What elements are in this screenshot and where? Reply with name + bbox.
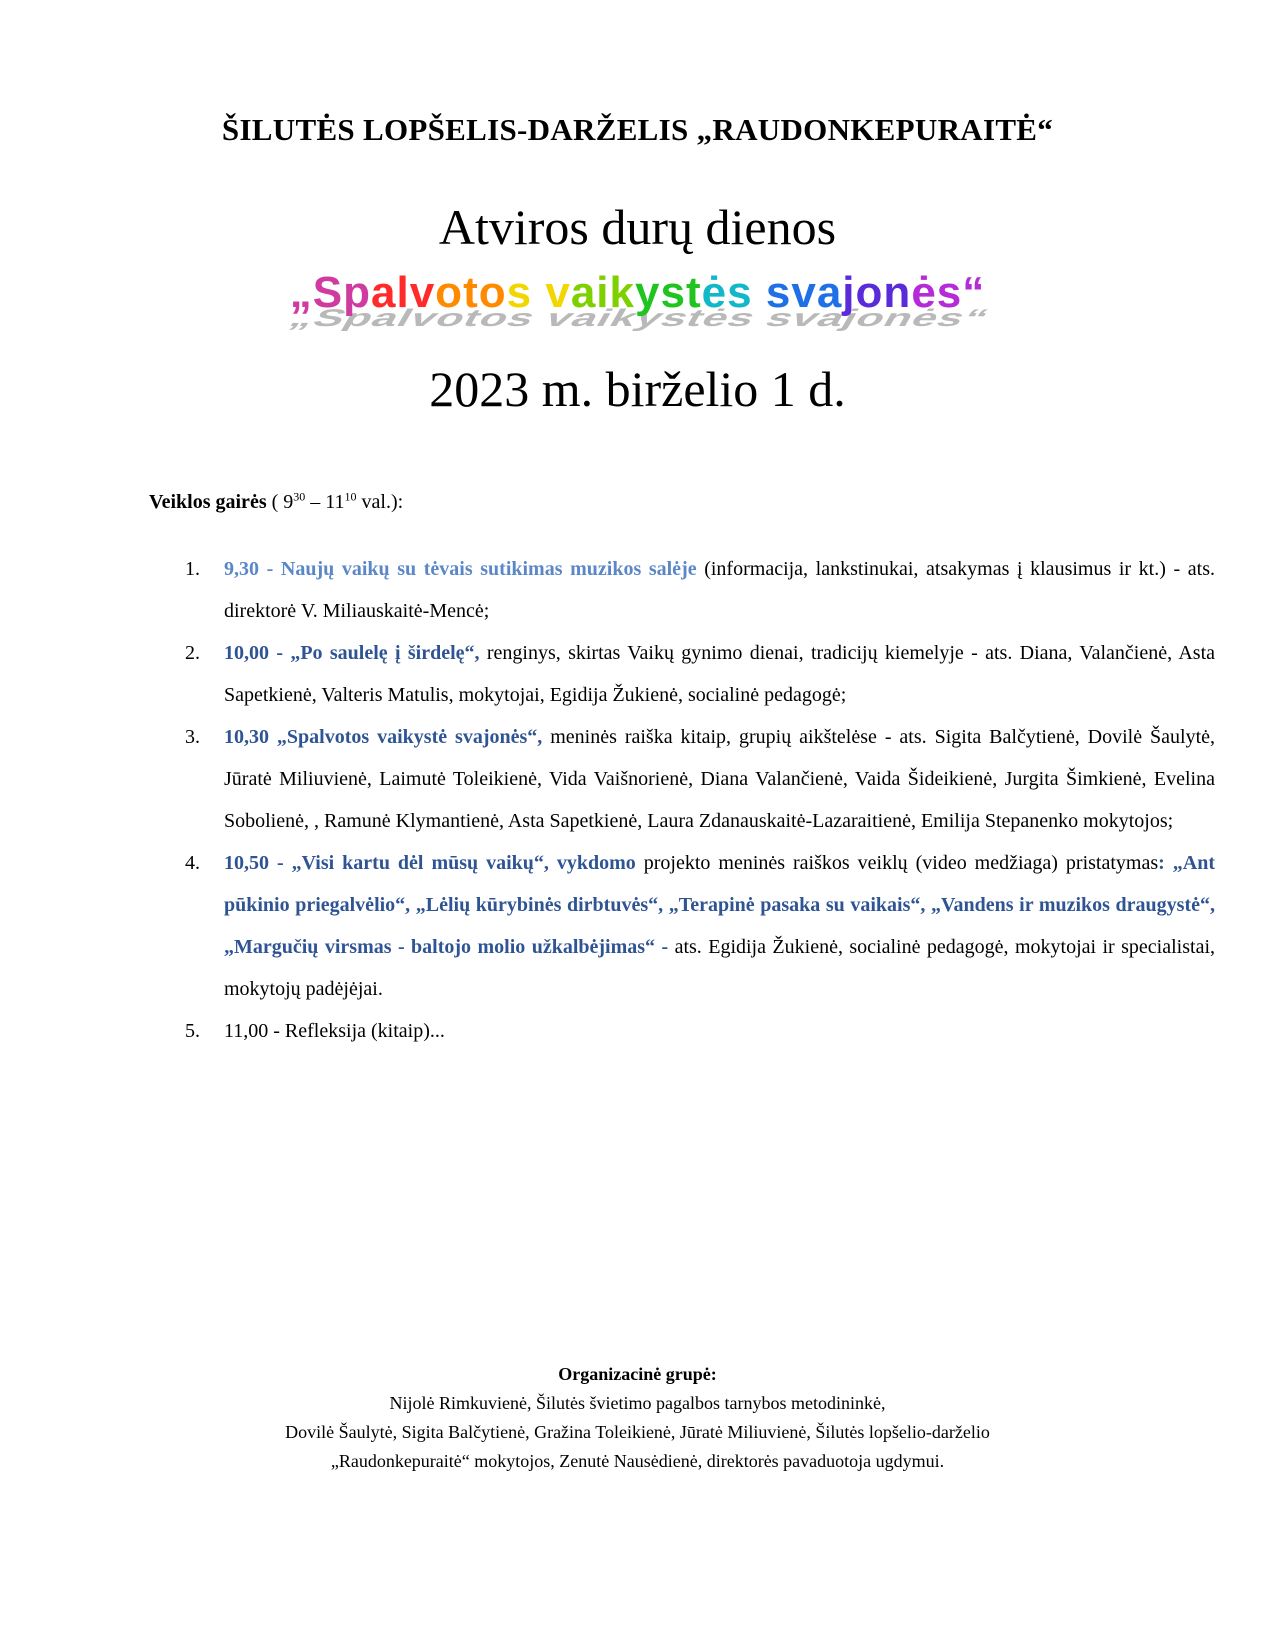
- agenda-item-text: meninės raiška kitaip, grupių aikštelėse - ats. Sigita Balčytienė, Dovilė Šaulytė, Jūratė Miliuvienė, Laimutė Toleikienė, Vida Vaišnorienė, Diana Valančienė, Vaida Šideikienė, Jurgita Šimkienė, Evelina Sobolienė, , Ramunė Klymantienė, Asta Sapetkienė, Laura Zdanauskaitė-Lazaraitienė, Emilija Stepanenko mokytojos;: [224, 726, 1215, 832]
- wordart-letter: s: [765, 268, 792, 317]
- wordart-letter: “: [962, 268, 986, 317]
- agenda-item: [185, 716, 1215, 842]
- wordart-rainbow-text: [290, 268, 986, 317]
- guidelines-time-mid: – 11: [305, 491, 345, 513]
- wordart-letter: v: [409, 268, 436, 317]
- wordart-letter: S: [312, 268, 344, 317]
- guidelines-time-open: ( 9: [266, 491, 294, 513]
- organizing-group-line: „Raudonkepuraitė“ mokytojos, Zenutė Nausėdienė, direktorės pavaduotoja ugdymui.: [330, 1451, 945, 1471]
- event-date: 2023 m. birželio 1 d.: [429, 361, 846, 417]
- wordart-text-container: [284, 268, 995, 332]
- guidelines-time-sup-start: 30: [293, 489, 306, 504]
- agenda-item-highlight: 10,50 - „Visi kartu dėl mūsų vaikų“, vykdomo: [224, 852, 636, 874]
- wordart-letter: s: [936, 268, 963, 317]
- agenda-item: [185, 1010, 1215, 1052]
- wordart-letter: a: [370, 268, 397, 317]
- wordart-letter: k: [609, 268, 636, 317]
- wordart-letter: t: [685, 268, 702, 317]
- wordart-letter: a: [816, 268, 843, 317]
- agenda-item: [185, 548, 1215, 632]
- agenda-item-number: 5.: [185, 1020, 200, 1042]
- agenda-item-text: renginys, skirtas Vaikų gynimo dienai, tradicijų kiemelyje - ats. Diana, Valančienė, Asta Sapetkienė, Valteris Matulis, mokytojai, Egidija Žukienė, socialinė pedagogė;: [224, 642, 1216, 706]
- wordart-letter: n: [883, 268, 912, 317]
- wordart-letter: s: [506, 268, 533, 317]
- wordart-letter: a: [570, 268, 597, 317]
- wordart-letter: i: [596, 268, 610, 317]
- wordart-letter: v: [791, 268, 817, 317]
- wordart-letter: t: [463, 268, 479, 317]
- guidelines-heading: [149, 491, 403, 514]
- wordart-theme-title: [0, 268, 1275, 340]
- wordart-letter: [532, 268, 545, 317]
- wordart-letter: l: [396, 268, 410, 317]
- wordart-letter: y: [635, 268, 661, 317]
- agenda-item-text-responsible: ats. Egidija Žukienė, socialinė pedagogė, mokytojai ir specialistai, mokytojų padėjėjai.: [224, 936, 1216, 1000]
- organizing-group-line: Nijolė Rimkuvienė, Šilutės švietimo pagalbos tarnybos metodininkė,: [389, 1393, 886, 1413]
- event-title: Atviros durų dienos: [438, 199, 837, 255]
- agenda-item-text: (informacija, lankstinukai, atsakymas į klausimus ir kt.) - ats. direktorė V. Miliauskaitė-Mencė;: [224, 558, 1215, 622]
- wordart-letter: o: [855, 268, 884, 317]
- guidelines-label: Veiklos gairės: [149, 491, 267, 513]
- agenda-list: [185, 548, 1215, 1052]
- agenda-item-highlight: 10,30 „Spalvotos vaikystė svajonės“,: [224, 726, 543, 748]
- wordart-letter: v: [545, 268, 571, 317]
- wordart-letter: s: [727, 268, 753, 317]
- agenda-item-highlight: 9,30 - Naujų vaikų su tėvais sutikimas muzikos salėje: [224, 558, 697, 580]
- wordart-letter: [753, 268, 766, 317]
- guidelines-time-close: val.):: [356, 491, 404, 513]
- agenda-item-number: 3.: [185, 726, 200, 748]
- agenda-item-text: 11,00 - Refleksija (kitaip)...: [224, 1020, 445, 1042]
- agenda-item: [185, 842, 1215, 1010]
- wordart-letter: p: [343, 268, 371, 317]
- organization-title: ŠILUTĖS LOPŠELIS-DARŽELIS „RAUDONKEPURAITĖ“: [221, 112, 1054, 147]
- wordart-letter: j: [842, 268, 856, 317]
- agenda-item: [185, 632, 1215, 716]
- agenda-item-number: 1.: [185, 558, 200, 580]
- agenda-item-text: projekto meninės raiškos veiklų (video medžiaga) pristatymas: [635, 852, 1159, 874]
- wordart-letter: ė: [701, 268, 728, 317]
- wordart-letter: o: [478, 268, 507, 317]
- organizing-group-line: Dovilė Šaulytė, Sigita Balčytienė, Gražina Toleikienė, Jūratė Miliuvienė, Šilutės lopšelio-darželio: [285, 1422, 990, 1442]
- wordart-letter: „: [289, 268, 313, 317]
- wordart-letter: ė: [911, 268, 937, 317]
- agenda-item-highlight-presentations: : „Ant pūkinio priegalvėlio“, „Lėlių kūrybinės dirbtuvės“, „Terapinė pasaka su vaikais“, „Vandens ir muzikos draugystė“, „Margučių virsmas - baltojo molio užkalbėjimas“ -: [224, 852, 1215, 958]
- agenda-item-number: 4.: [185, 852, 200, 874]
- organizing-group: [0, 1360, 1275, 1476]
- wordart-letter: s: [660, 268, 686, 317]
- agenda-item-highlight: 10,00 - „Po saulelę į širdelę“,: [224, 642, 480, 664]
- organizing-group-title: Organizacinė grupė:: [558, 1364, 717, 1384]
- wordart-letter: o: [435, 268, 464, 317]
- guidelines-time-sup-end: 10: [344, 489, 357, 504]
- wordart-shadow: „Spalvotos vaikystės svajonės“: [284, 304, 995, 332]
- agenda-item-number: 2.: [185, 642, 200, 664]
